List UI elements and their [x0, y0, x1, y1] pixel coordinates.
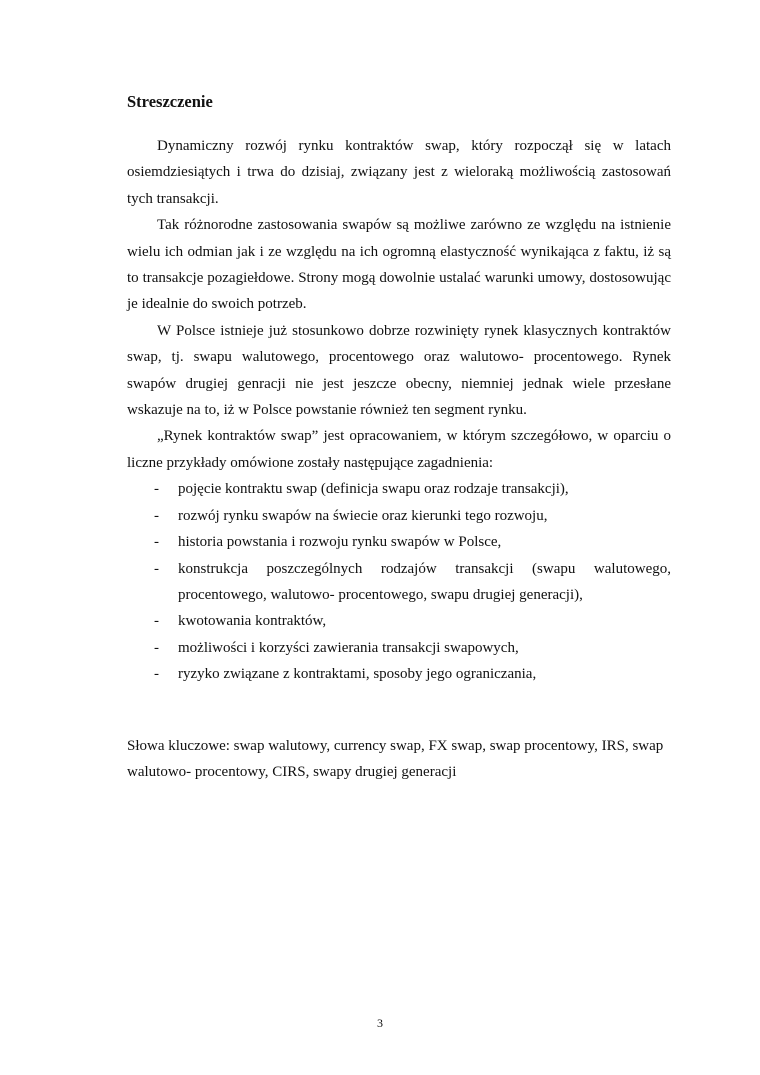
- page-title: Streszczenie: [127, 92, 213, 111]
- keywords: Słowa kluczowe: swap walutowy, currency swap, FX swap, swap procentowy, IRS, swap walutowo- procentowy, CIRS, swapy drugiej generacji: [127, 738, 664, 781]
- list-item-text: kwotowania kontraktów,: [178, 613, 327, 630]
- list-item-text: konstrukcja poszczególnych rodzajów transakcji (swapu walutowego, procentowego, walutowo- procentowego, swapu drugiej generacji),: [178, 560, 671, 603]
- list-item: [127, 608, 671, 634]
- abstract-body: [127, 133, 671, 688]
- list-item-text: rozwój rynku swapów na świecie oraz kierunki tego rozwoju,: [178, 507, 548, 524]
- topic-list: [127, 476, 671, 687]
- paragraph: Tak różnorodne zastosowania swapów są możliwe zarówno ze względu na istnienie wielu ich odmian jak i ze względu na ich ogromną elastyczność wynikająca z faktu, iż są to transakcje pozagiełdowe. Strony mogą dowolnie ustalać warunki umowy, dostosowując je idealnie do swoich potrzeb.: [127, 217, 671, 313]
- list-item-text: ryzyko związane z kontraktami, sposoby jego ograniczania,: [178, 666, 537, 683]
- paragraph: W Polsce istnieje już stosunkowo dobrze rozwinięty rynek klasycznych kontraktów swap, tj. swapu walutowego, procentowego oraz walutowo- procentowego. Rynek swapów drugiej genracji nie jest jeszcze obecny, niemniej jednak wiele przesłane wskazuje na to, iż w Polsce powstanie również ten segment rynku.: [127, 322, 671, 419]
- bullet-dash: -: [154, 507, 159, 524]
- list-item: [127, 529, 671, 555]
- bullet-dash: -: [154, 613, 159, 630]
- bullet-dash: -: [154, 481, 159, 498]
- list-item-text: pojęcie kontraktu swap (definicja swapu oraz rodzaje transakcji),: [178, 481, 569, 498]
- list-item: [127, 556, 671, 609]
- page-number: 3: [377, 1016, 383, 1030]
- list-item-text: historia powstania i rozwoju rynku swapów w Polsce,: [178, 534, 502, 551]
- list-item-text: możliwości i korzyści zawierania transakcji swapowych,: [178, 639, 519, 656]
- bullet-dash: -: [154, 534, 159, 551]
- list-item: [127, 503, 671, 529]
- bullet-dash: -: [154, 560, 159, 577]
- list-item: [127, 635, 671, 661]
- bullet-dash: -: [154, 639, 159, 656]
- list-item: [127, 476, 671, 502]
- bullet-dash: -: [154, 666, 159, 683]
- list-item: [127, 661, 671, 687]
- paragraph: Dynamiczny rozwój rynku kontraktów swap, który rozpoczął się w latach osiemdziesiątych i trwa do dzisiaj, związany jest z wieloraką możliwością zastosowań tych transakcji.: [127, 138, 671, 207]
- paragraph: „Rynek kontraktów swap” jest opracowaniem, w którym szczegółowo, w oparciu o liczne przykłady omówione zostały następujące zagadnienia:: [127, 428, 671, 471]
